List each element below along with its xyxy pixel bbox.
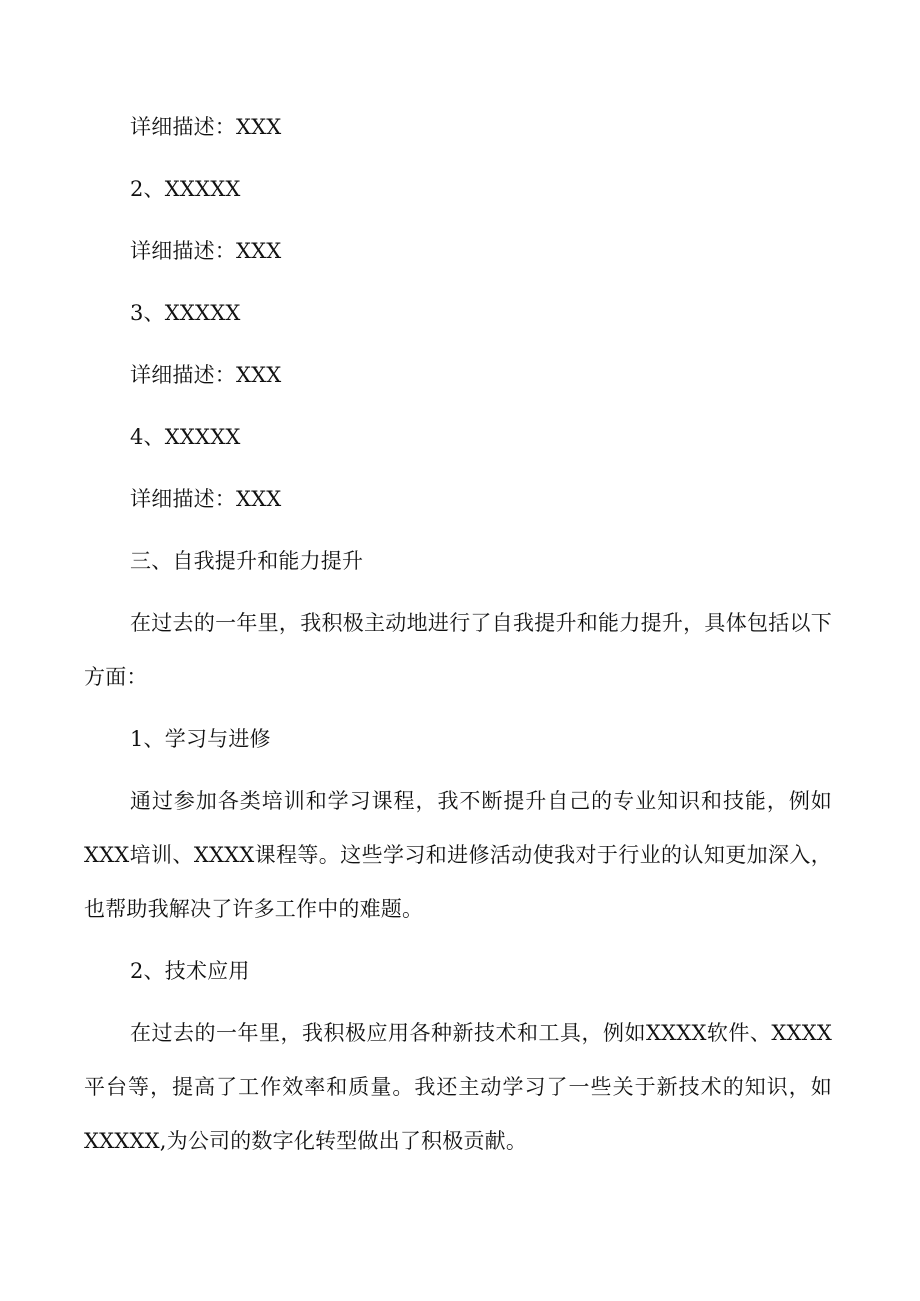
subsection-heading: 2、技术应用 <box>130 959 250 983</box>
body-paragraph: 通过参加各类培训和学习课程，我不断提升自己的专业知识和技能，例如XXX培训、XXXX课程等。这些学习和进修活动使我对于行业的认知更加深入，也帮助我解决了许多工作中的难题。 <box>84 789 832 921</box>
document-body <box>84 100 832 1176</box>
body-paragraph: 在过去的一年里，我积极应用各种新技术和工具，例如XXXX软件、XXXX平台等，提高了工作效率和质量。我还主动学习了一些关于新技术的知识，如XXXXX,为公司的数字化转型做出了积极贡献。 <box>84 1021 832 1153</box>
section-heading: 三、自我提升和能力提升 <box>130 549 364 573</box>
list-item-heading: 2、XXXXX <box>130 177 241 201</box>
detail-description: 详细描述：XXX <box>130 363 282 387</box>
detail-description: 详细描述：XXX <box>130 239 282 263</box>
list-item-heading: 3、XXXXX <box>130 301 241 325</box>
detail-description: 详细描述：XXX <box>130 487 282 511</box>
detail-description: 详细描述：XXX <box>130 115 282 139</box>
body-paragraph: 在过去的一年里，我积极主动地进行了自我提升和能力提升，具体包括以下方面： <box>84 611 832 689</box>
list-item-heading: 4、XXXXX <box>130 425 241 449</box>
subsection-heading: 1、学习与进修 <box>130 727 271 751</box>
